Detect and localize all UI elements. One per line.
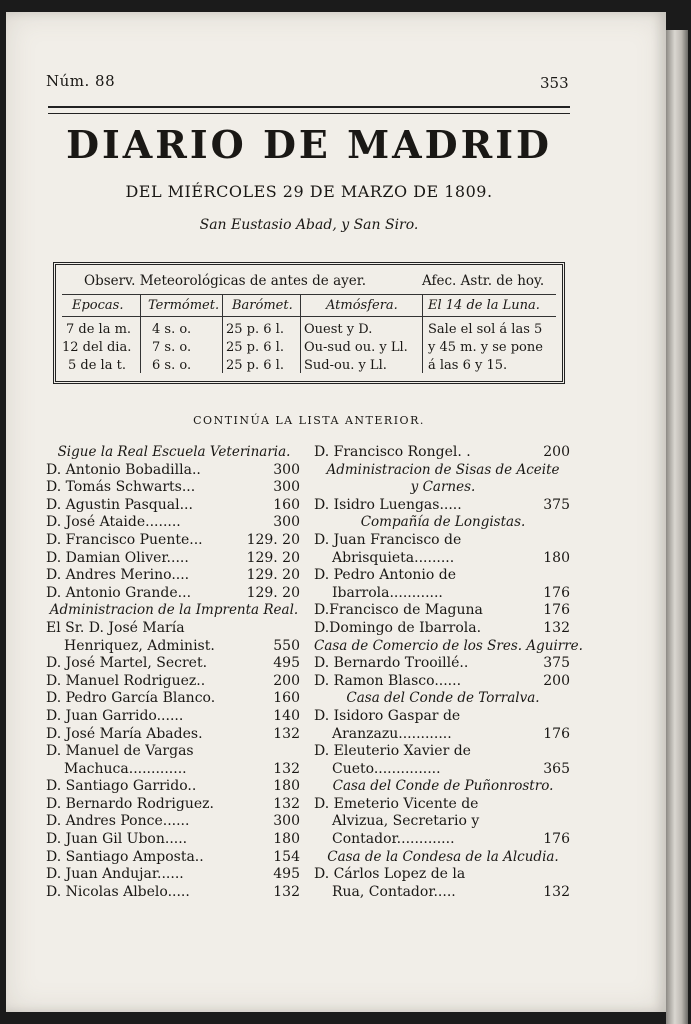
amount: 176 [543, 831, 570, 848]
list-item [314, 813, 572, 831]
col-header-luna: El 14 de la Luna. [428, 298, 540, 313]
person-name: Ibarrola............ [332, 584, 443, 601]
column-divider [140, 295, 141, 373]
person-name: D. Emeterio Vicente de [314, 795, 479, 812]
amount: 129. 20 [246, 584, 300, 601]
amount: 200 [543, 444, 570, 460]
list-item [314, 585, 572, 603]
person-name: D. Tomás Schwarts... [46, 479, 196, 496]
person-name: D. José Ataide........ [46, 514, 181, 531]
issue-number: Núm. 88 [46, 72, 116, 90]
section-heading: Casa del Conde de Puñonrostro. [332, 778, 554, 795]
list-item [46, 532, 302, 550]
list-item [314, 866, 572, 884]
list-item [46, 743, 302, 761]
list-item [46, 655, 302, 673]
section-heading: y Carnes. [410, 479, 476, 496]
astro-title: Afec. Astr. de hoy. [422, 273, 545, 289]
amount: 495 [273, 655, 300, 672]
header-rule [48, 106, 570, 114]
column-divider [300, 295, 301, 373]
col-header-barometro: Barómet. [232, 298, 293, 313]
list-item [46, 690, 302, 708]
section-heading: Casa de Comercio de los Sres. Aguirre. [314, 637, 583, 654]
list-item [314, 796, 572, 814]
weather-title: Observ. Meteorológicas de antes de ayer. [84, 273, 367, 289]
list-item [314, 620, 572, 638]
col-header-termometro: Termómet. [148, 298, 220, 313]
person-name: D. José María Abades. [46, 725, 203, 742]
column-divider [422, 295, 423, 373]
amount: 176 [543, 725, 570, 742]
section-heading: Compañía de Longistas. [360, 514, 526, 531]
person-name: D. Juan Andujar...... [46, 866, 184, 883]
amount: 129. 20 [246, 549, 300, 566]
list-item [46, 761, 302, 779]
list-item [46, 497, 302, 515]
right-column [314, 444, 583, 901]
person-name: D. Juan Gil Ubon..... [46, 831, 188, 848]
section-heading: Administracion de Sisas de Aceite [326, 461, 560, 478]
amount: 200 [543, 672, 570, 689]
astro-line: Sale el sol á las 5 [428, 322, 543, 337]
amount: 365 [543, 760, 570, 777]
person-name: Contador............. [332, 831, 455, 848]
weather-table [53, 262, 565, 384]
amount: 160 [273, 496, 300, 513]
weather-epoca: 7 de la m. [66, 322, 132, 337]
amount: 132 [273, 795, 300, 812]
person-name: D. Antonio Grande... [46, 584, 192, 601]
list-item [314, 444, 572, 462]
person-name: D. Bernardo Trooillé.. [314, 655, 469, 672]
list-item [46, 884, 302, 902]
person-name: Alvizua, Secretario y [332, 813, 480, 830]
amount: 132 [543, 619, 570, 636]
weather-divider [62, 316, 556, 317]
list-item [46, 673, 302, 691]
amount: 132 [273, 760, 300, 777]
person-name: D. José Martel, Secret. [46, 655, 208, 672]
amount: 140 [273, 707, 300, 724]
amount: 176 [543, 584, 570, 601]
list-item [46, 620, 302, 638]
list-item [46, 726, 302, 744]
amount: 180 [273, 778, 300, 795]
list-item [314, 655, 572, 673]
list-item [46, 479, 302, 497]
person-name: D. Eleuterio Xavier de [314, 743, 471, 760]
person-name: D. Cárlos Lopez de la [314, 866, 466, 883]
section-heading: Casa de la Condesa de la Alcudia. [327, 848, 559, 865]
amount: 180 [273, 831, 300, 848]
person-name: Abrisquieta......... [332, 549, 455, 566]
amount: 180 [543, 549, 570, 566]
amount: 129. 20 [246, 531, 300, 548]
amount: 160 [273, 690, 300, 707]
person-name: D. Santiago Garrido.. [46, 778, 197, 795]
list-item [314, 743, 572, 761]
list-item [314, 532, 572, 550]
list-item [46, 796, 302, 814]
weather-divider [62, 294, 556, 295]
weather-barom: 25 p. 6 l. [226, 322, 284, 337]
amount: 200 [273, 672, 300, 689]
amount: 495 [273, 866, 300, 883]
list-item [314, 673, 572, 691]
weather-term: 6 s. o. [152, 358, 192, 373]
person-name: D. Isidro Luengas..... [314, 496, 462, 513]
left-column [46, 444, 302, 901]
list-item [314, 550, 572, 568]
weather-atm: Ou-sud ou. y Ll. [304, 340, 408, 355]
amount: 300 [273, 461, 300, 478]
amount: 375 [543, 655, 570, 672]
amount: 132 [543, 883, 570, 900]
list-item [46, 567, 302, 585]
list-item [46, 585, 302, 603]
person-name: D. Francisco Puente... [46, 531, 203, 548]
amount: 300 [273, 479, 300, 496]
col-header-atmosfera: Atmósfera. [326, 298, 398, 313]
amount: 550 [273, 637, 300, 654]
list-item [46, 831, 302, 849]
astro-line: y 45 m. y se pone [428, 340, 543, 355]
person-name: Henriquez, Administ. [64, 637, 215, 654]
person-name: D.Francisco de Maguna [314, 602, 483, 619]
list-item [46, 849, 302, 867]
person-name: D. Juan Francisco de [314, 531, 462, 548]
list-item [314, 602, 572, 620]
weather-barom: 25 p. 6 l. [226, 358, 284, 373]
list-item [314, 726, 572, 744]
section-heading: Administracion de la Imprenta Real. [49, 602, 299, 619]
list-item [314, 497, 572, 515]
person-name: D. Manuel de Vargas [46, 743, 194, 760]
amount: 300 [273, 813, 300, 830]
page-number: 353 [540, 74, 569, 92]
person-name: D. Manuel Rodriguez.. [46, 672, 206, 689]
weather-atm: Sud-ou. y Ll. [304, 358, 387, 373]
person-name: D. Francisco Rongel. . [314, 444, 471, 460]
list-item [46, 462, 302, 480]
person-name: D. Ramon Blasco...... [314, 672, 462, 689]
person-name: D. Damian Oliver..... [46, 549, 189, 566]
person-name: Aranzazu............ [332, 725, 452, 742]
list-subheading: CONTINÚA LA LISTA ANTERIOR. [193, 414, 425, 427]
amount: 375 [543, 496, 570, 513]
amount: 129. 20 [246, 567, 300, 584]
amount: 176 [543, 602, 570, 619]
list-item [46, 708, 302, 726]
person-name: El Sr. D. José María [46, 619, 185, 636]
weather-term: 7 s. o. [152, 340, 192, 355]
astro-line: á las 6 y 15. [428, 358, 508, 373]
column-divider [222, 295, 223, 373]
person-name: D. Agustin Pasqual... [46, 496, 193, 513]
weather-barom: 25 p. 6 l. [226, 340, 284, 355]
list-item [46, 778, 302, 796]
person-name: D. Nicolas Albelo..... [46, 883, 190, 900]
person-name: D. Antonio Bobadilla.. [46, 461, 201, 478]
page-edge [666, 30, 688, 1024]
list-item [314, 884, 572, 902]
person-name: D. Pedro Antonio de [314, 567, 457, 584]
weather-atm: Ouest y D. [304, 322, 373, 337]
weather-epoca: 12 del dia. [62, 340, 132, 355]
issue-date: DEL MIÉRCOLES 29 DE MARZO DE 1809. [125, 182, 493, 201]
section-heading: Casa del Conde de Torralva. [346, 690, 540, 707]
saints-of-day: San Eustasio Abad, y San Siro. [199, 217, 419, 233]
person-name: Cueto............... [332, 760, 441, 777]
newspaper-page [6, 12, 666, 1012]
list-item [314, 831, 572, 849]
amount: 154 [273, 848, 300, 865]
masthead-title: DIARIO DE MADRID [66, 122, 552, 167]
person-name: D. Andres Ponce...... [46, 813, 190, 830]
list-item [46, 866, 302, 884]
weather-term: 4 s. o. [152, 322, 192, 337]
person-name: D. Santiago Amposta.. [46, 848, 204, 865]
list-item [46, 638, 302, 656]
list-item [46, 813, 302, 831]
amount: 300 [273, 514, 300, 531]
person-name: D. Isidoro Gaspar de [314, 707, 461, 724]
amount: 132 [273, 883, 300, 900]
list-item [314, 708, 572, 726]
list-item [314, 761, 572, 779]
list-item [46, 550, 302, 568]
person-name: D. Andres Merino.... [46, 567, 190, 584]
person-name: D. Juan Garrido...... [46, 707, 184, 724]
amount: 132 [273, 725, 300, 742]
list-item [46, 514, 302, 532]
person-name: D.Domingo de Ibarrola. [314, 619, 482, 636]
person-name: D. Pedro García Blanco. [46, 690, 216, 707]
section-heading: Sigue la Real Escuela Veterinaria. [57, 444, 291, 460]
list-item [314, 567, 572, 585]
person-name: D. Bernardo Rodriguez. [46, 795, 214, 812]
weather-epoca: 5 de la t. [68, 358, 126, 373]
person-name: Rua, Contador..... [332, 883, 456, 900]
col-header-epocas: Epocas. [72, 298, 124, 313]
person-name: Machuca............. [64, 760, 187, 777]
